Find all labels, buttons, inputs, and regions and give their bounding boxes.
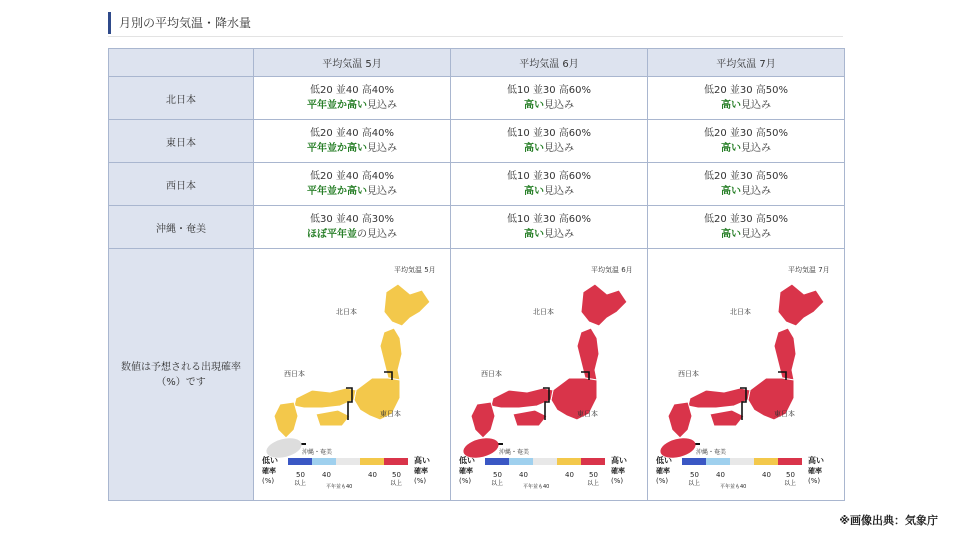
japan-map bbox=[648, 250, 844, 500]
region-label: 沖縄・奄美 bbox=[109, 206, 254, 249]
outlook-highlight: 高い bbox=[721, 143, 741, 154]
legend-high-rate: 確率 bbox=[414, 466, 428, 475]
legend-high-label: 高い bbox=[414, 455, 430, 465]
legend-heinen: 平年並も40 bbox=[720, 483, 747, 490]
shikoku-shape bbox=[513, 410, 547, 426]
legend-swatch bbox=[706, 458, 730, 465]
outlook-highlight: 高い bbox=[524, 229, 544, 240]
legend-swatch bbox=[778, 458, 802, 465]
prob-high: 高30% bbox=[361, 214, 395, 225]
prob-mid: 並30 bbox=[532, 214, 556, 225]
outlook-highlight: 高い bbox=[524, 100, 544, 111]
outlook-tail: 見込み bbox=[741, 143, 771, 154]
map-label-west: 西日本 bbox=[284, 369, 305, 378]
legend-swatch bbox=[557, 458, 581, 465]
forecast-cell bbox=[451, 77, 648, 120]
region-label: 東日本 bbox=[109, 120, 254, 163]
prob-mid: 並30 bbox=[729, 214, 753, 225]
prob-high: 高60% bbox=[558, 128, 592, 139]
probability-line bbox=[451, 169, 647, 184]
legend-low-rate: 確率 bbox=[459, 466, 473, 475]
legend-ijo-low: 以上 bbox=[491, 479, 504, 487]
probability-line bbox=[451, 126, 647, 141]
prob-low: 低20 bbox=[309, 171, 333, 182]
prob-high: 高50% bbox=[755, 85, 789, 96]
prob-low: 低20 bbox=[703, 128, 727, 139]
outlook-highlight: 高い bbox=[524, 186, 544, 197]
legend-ijo-high: 以上 bbox=[390, 479, 403, 487]
map-title: 平均気温 6月 bbox=[591, 265, 633, 274]
probability-line bbox=[254, 83, 450, 98]
kyushu-shape bbox=[471, 402, 495, 438]
outlook-tail: 見込み bbox=[367, 186, 397, 197]
probability-line bbox=[254, 126, 450, 141]
prob-high: 高40% bbox=[361, 128, 395, 139]
outlook-highlight: 高い bbox=[721, 186, 741, 197]
outlook-tail: 見込み bbox=[544, 229, 574, 240]
prob-high: 高40% bbox=[361, 171, 395, 182]
outlook-tail: 見込み bbox=[741, 229, 771, 240]
shikoku-shape bbox=[710, 410, 744, 426]
legend-high-label: 高い bbox=[611, 455, 627, 465]
legend-swatch bbox=[730, 458, 754, 465]
outlook-tail: 見込み bbox=[544, 186, 574, 197]
honshu-west-shape bbox=[688, 388, 750, 408]
legend-forty-low: 40 bbox=[322, 470, 331, 479]
legend-swatch bbox=[312, 458, 336, 465]
prob-low: 低10 bbox=[506, 128, 530, 139]
legend-high-pct: (%) bbox=[414, 476, 427, 485]
region-label: 北日本 bbox=[109, 77, 254, 120]
forecast-cell bbox=[254, 206, 451, 249]
table-header-row bbox=[109, 49, 845, 77]
outlook-line bbox=[254, 98, 450, 113]
column-header: 平均気温 7月 bbox=[648, 49, 845, 77]
column-header: 平均気温 5月 bbox=[254, 49, 451, 77]
probability-line bbox=[648, 212, 844, 227]
map-row bbox=[109, 249, 845, 501]
legend-swatch bbox=[288, 458, 312, 465]
map-label-west: 西日本 bbox=[678, 369, 699, 378]
map-title: 平均気温 5月 bbox=[394, 265, 436, 274]
outlook-line bbox=[451, 141, 647, 156]
title-divider bbox=[108, 36, 843, 37]
map-cell bbox=[254, 249, 451, 501]
map-label-east: 東日本 bbox=[577, 409, 598, 418]
outlook-tail: 見込み bbox=[367, 100, 397, 111]
outlook-line bbox=[254, 184, 450, 199]
prob-mid: 並30 bbox=[729, 171, 753, 182]
image-credit: ※画像出典：気象庁 bbox=[839, 514, 938, 527]
table-row bbox=[109, 77, 845, 120]
outlook-tail: 見込み bbox=[544, 143, 574, 154]
legend-swatch bbox=[682, 458, 706, 465]
probability-legend bbox=[261, 455, 430, 490]
map-label-okinawa: 沖縄・奄美 bbox=[302, 448, 333, 456]
outlook-line bbox=[254, 141, 450, 156]
outlook-line bbox=[648, 141, 844, 156]
kyushu-shape bbox=[274, 402, 298, 438]
outlook-highlight: 高い bbox=[524, 143, 544, 154]
prob-low: 低30 bbox=[309, 214, 333, 225]
legend-forty-high: 40 bbox=[762, 470, 771, 479]
outlook-highlight: 高い bbox=[721, 229, 741, 240]
prob-low: 低20 bbox=[703, 85, 727, 96]
probability-line bbox=[648, 169, 844, 184]
legend-low-pct: (%) bbox=[262, 476, 275, 485]
legend-low-pct: (%) bbox=[656, 476, 669, 485]
prob-mid: 並30 bbox=[532, 85, 556, 96]
prob-low: 低20 bbox=[309, 128, 333, 139]
probability-line bbox=[254, 212, 450, 227]
prob-high: 高50% bbox=[755, 214, 789, 225]
prob-high: 高50% bbox=[755, 171, 789, 182]
legend-forty-high: 40 bbox=[368, 470, 377, 479]
hokkaido-shape bbox=[581, 284, 627, 326]
forecast-cell bbox=[254, 120, 451, 163]
prob-low: 低10 bbox=[506, 214, 530, 225]
legend-ijo-high: 以上 bbox=[587, 479, 600, 487]
legend-heinen: 平年並も40 bbox=[326, 483, 353, 490]
legend-high-pct: (%) bbox=[808, 476, 821, 485]
map-title: 平均気温 7月 bbox=[788, 265, 830, 274]
outlook-line bbox=[451, 184, 647, 199]
legend-fifty-high: 50 bbox=[392, 470, 401, 479]
legend-low-rate: 確率 bbox=[656, 466, 670, 475]
prob-mid: 並40 bbox=[335, 214, 359, 225]
legend-swatch bbox=[336, 458, 360, 465]
legend-swatch bbox=[754, 458, 778, 465]
outlook-line bbox=[254, 227, 450, 242]
forecast-cell bbox=[254, 77, 451, 120]
shikoku-shape bbox=[316, 410, 350, 426]
probability-line bbox=[254, 169, 450, 184]
prob-high: 高40% bbox=[361, 85, 395, 96]
prob-low: 低20 bbox=[703, 171, 727, 182]
outlook-line bbox=[451, 227, 647, 242]
legend-swatch bbox=[360, 458, 384, 465]
outlook-line bbox=[648, 184, 844, 199]
forecast-cell bbox=[648, 77, 845, 120]
forecast-cell bbox=[451, 206, 648, 249]
forecast-cell bbox=[254, 163, 451, 206]
legend-high-rate: 確率 bbox=[611, 466, 625, 475]
kyushu-shape bbox=[668, 402, 692, 438]
table-row bbox=[109, 120, 845, 163]
legend-high-label: 高い bbox=[808, 455, 824, 465]
forecast-cell bbox=[451, 120, 648, 163]
legend-fifty-high: 50 bbox=[786, 470, 795, 479]
header-corner bbox=[109, 49, 254, 77]
table-row bbox=[109, 163, 845, 206]
legend-low-rate: 確率 bbox=[262, 466, 276, 475]
outlook-tail: 見込み bbox=[367, 143, 397, 154]
outlook-tail: 見込み bbox=[741, 100, 771, 111]
map-label-east: 東日本 bbox=[774, 409, 795, 418]
legend-swatch bbox=[485, 458, 509, 465]
prob-low: 低20 bbox=[309, 85, 333, 96]
outlook-tail: 見込み bbox=[741, 186, 771, 197]
outlook-highlight: 高い bbox=[721, 100, 741, 111]
probability-line bbox=[451, 83, 647, 98]
forecast-cell bbox=[648, 163, 845, 206]
prob-high: 高60% bbox=[558, 214, 592, 225]
japan-map bbox=[451, 250, 647, 500]
forecast-cell bbox=[451, 163, 648, 206]
japan-map bbox=[254, 250, 450, 500]
honshu-west-shape bbox=[294, 388, 356, 408]
legend-swatch bbox=[509, 458, 533, 465]
outlook-tail: の見込み bbox=[357, 229, 397, 240]
outlook-highlight: 平年並か高い bbox=[307, 143, 367, 154]
region-label: 西日本 bbox=[109, 163, 254, 206]
legend-low-label: 低い bbox=[459, 455, 475, 465]
outlook-highlight: ほぼ平年並 bbox=[307, 229, 357, 240]
map-label-north: 北日本 bbox=[533, 307, 554, 316]
honshu-west-shape bbox=[491, 388, 553, 408]
legend-low-pct: (%) bbox=[459, 476, 472, 485]
outlook-line bbox=[451, 98, 647, 113]
legend-fifty-low: 50 bbox=[493, 470, 502, 479]
prob-low: 低10 bbox=[506, 171, 530, 182]
prob-low: 低20 bbox=[703, 214, 727, 225]
table-row bbox=[109, 206, 845, 249]
map-label-north: 北日本 bbox=[336, 307, 357, 316]
probability-line bbox=[648, 83, 844, 98]
prob-high: 高60% bbox=[558, 85, 592, 96]
legend-heinen: 平年並も40 bbox=[523, 483, 550, 490]
prob-mid: 並40 bbox=[335, 171, 359, 182]
legend-swatch bbox=[533, 458, 557, 465]
prob-mid: 並40 bbox=[335, 128, 359, 139]
map-cell bbox=[648, 249, 845, 501]
probability-line bbox=[451, 212, 647, 227]
map-label-east: 東日本 bbox=[380, 409, 401, 418]
prob-low: 低10 bbox=[506, 85, 530, 96]
outlook-line bbox=[648, 98, 844, 113]
legend-swatch bbox=[581, 458, 605, 465]
legend-high-rate: 確率 bbox=[808, 466, 822, 475]
legend-forty-high: 40 bbox=[565, 470, 574, 479]
legend-fifty-low: 50 bbox=[296, 470, 305, 479]
prob-mid: 並30 bbox=[532, 171, 556, 182]
legend-low-label: 低い bbox=[262, 455, 278, 465]
prob-mid: 並30 bbox=[532, 128, 556, 139]
legend-low-label: 低い bbox=[656, 455, 672, 465]
hokkaido-shape bbox=[384, 284, 430, 326]
prob-mid: 並30 bbox=[729, 85, 753, 96]
outlook-highlight: 平年並か高い bbox=[307, 100, 367, 111]
prob-high: 高60% bbox=[558, 171, 592, 182]
probability-note: 数値は予想される出現確率（%）です bbox=[109, 249, 254, 501]
probability-legend bbox=[458, 455, 627, 490]
map-label-north: 北日本 bbox=[730, 307, 751, 316]
legend-forty-low: 40 bbox=[519, 470, 528, 479]
legend-high-pct: (%) bbox=[611, 476, 624, 485]
probability-line bbox=[648, 126, 844, 141]
map-label-okinawa: 沖縄・奄美 bbox=[499, 448, 530, 456]
map-label-west: 西日本 bbox=[481, 369, 502, 378]
forecast-cell bbox=[648, 206, 845, 249]
hokkaido-shape bbox=[778, 284, 824, 326]
forecast-cell bbox=[648, 120, 845, 163]
prob-mid: 並30 bbox=[729, 128, 753, 139]
section-title: 月別の平均気温・降水量 bbox=[108, 12, 251, 34]
prob-mid: 並40 bbox=[335, 85, 359, 96]
probability-legend bbox=[655, 455, 824, 490]
legend-forty-low: 40 bbox=[716, 470, 725, 479]
legend-ijo-high: 以上 bbox=[784, 479, 797, 487]
outlook-tail: 見込み bbox=[544, 100, 574, 111]
outlook-line bbox=[648, 227, 844, 242]
legend-fifty-low: 50 bbox=[690, 470, 699, 479]
legend-swatch bbox=[384, 458, 408, 465]
legend-ijo-low: 以上 bbox=[688, 479, 701, 487]
legend-fifty-high: 50 bbox=[589, 470, 598, 479]
column-header: 平均気温 6月 bbox=[451, 49, 648, 77]
legend-ijo-low: 以上 bbox=[294, 479, 307, 487]
map-cell bbox=[451, 249, 648, 501]
map-label-okinawa: 沖縄・奄美 bbox=[696, 448, 727, 456]
prob-high: 高50% bbox=[755, 128, 789, 139]
outlook-highlight: 平年並か高い bbox=[307, 186, 367, 197]
forecast-table bbox=[108, 48, 845, 501]
